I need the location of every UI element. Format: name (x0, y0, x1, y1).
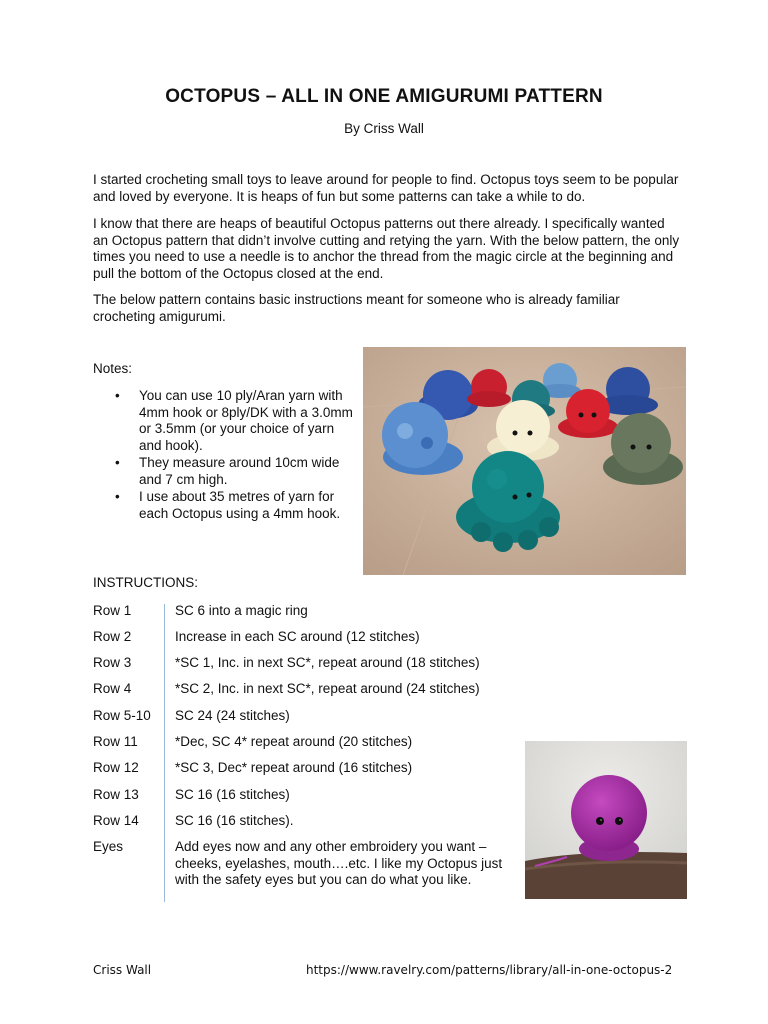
author-byline: By Criss Wall (344, 121, 424, 136)
row-text: *SC 2, Inc. in next SC*, repeat around (24 stitches) (175, 681, 480, 696)
row-text: SC 16 (16 stitches) (175, 787, 290, 802)
row-label: Row 4 (93, 681, 132, 696)
intro-paragraph: I know that there are heaps of beautiful Octopus patterns out there already. I specifically wanted an Octopus pattern that didn’t involve cutting and retying the yarn. With the below pattern, the only times you need to use a needle is to anchor the thread from the magic circle at the beginning and pull the bottom of the Octopus closed at the end. (93, 216, 680, 281)
notes-item: • They measure around 10cm wide and 7 cm high. (115, 455, 340, 487)
bullet-icon: • (115, 388, 120, 403)
row-label: Row 3 (93, 655, 132, 670)
intro-paragraph: The below pattern contains basic instructions meant for someone who is already familiar crocheting amigurumi. (93, 292, 620, 324)
row-text: *SC 1, Inc. in next SC*, repeat around (18 stitches) (175, 655, 480, 670)
row-text: SC 16 (16 stitches). (175, 813, 294, 828)
column-divider (164, 604, 165, 902)
octopus-group-photo (363, 347, 686, 575)
row-text: Add eyes now and any other embroidery you want – cheeks, eyelashes, mouth….etc. I like my Octopus just with the safety eyes but you can do what you like. (175, 839, 503, 887)
bullet-icon: • (115, 489, 120, 504)
row-label: Row 13 (93, 787, 139, 802)
notes-heading: Notes: (93, 361, 133, 376)
intro-paragraph: I started crocheting small toys to leave around for people to find. Octopus toys seem to be popular and loved by everyone. It is heaps of fun but some patterns can take a while to do. (93, 172, 679, 204)
notes-item: • I use about 35 metres of yarn for each Octopus using a 4mm hook. (115, 489, 341, 521)
page-title: OCTOPUS – ALL IN ONE AMIGURUMI PATTERN (165, 86, 603, 107)
row-label: Row 5-10 (93, 708, 151, 723)
row-text: *Dec, SC 4* repeat around (20 stitches) (175, 734, 413, 749)
row-text: SC 6 into a magic ring (175, 603, 308, 618)
footer-author: Criss Wall (93, 963, 152, 977)
row-text: SC 24 (24 stitches) (175, 708, 290, 723)
row-text: *SC 3, Dec* repeat around (16 stitches) (175, 760, 413, 775)
notes-item: • You can use 10 ply/Aran yarn with 4mm hook or 8ply/DK with a 3.0mm or 3.5mm (or your choice of yarn and hook). (115, 388, 353, 453)
bullet-icon: • (115, 455, 120, 470)
footer-url[interactable]: https://www.ravelry.com/patterns/library/all-in-one-octopus-2 (306, 963, 673, 977)
instructions-heading: INSTRUCTIONS: (93, 575, 199, 590)
row-label: Eyes (93, 839, 124, 854)
row-text: Increase in each SC around (12 stitches) (175, 629, 420, 644)
row-label: Row 12 (93, 760, 139, 775)
row-label: Row 14 (93, 813, 139, 828)
row-label: Row 11 (93, 734, 138, 749)
row-label: Row 1 (93, 603, 132, 618)
purple-octopus-photo (525, 741, 687, 899)
notes-list (93, 388, 355, 523)
row-label: Row 2 (93, 629, 132, 644)
